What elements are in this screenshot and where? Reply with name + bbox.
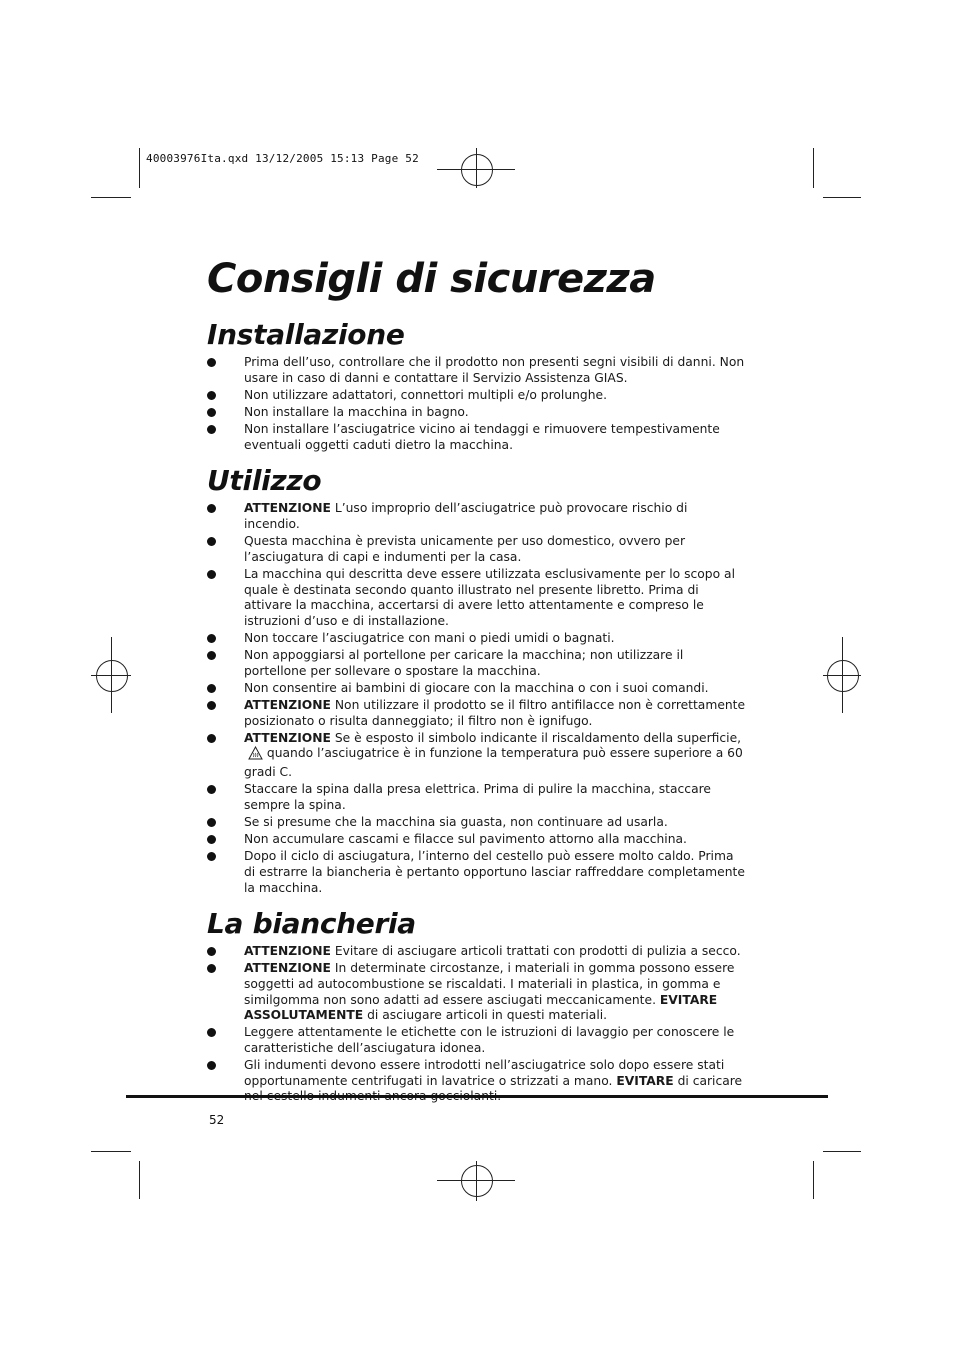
registration-mark xyxy=(96,660,128,692)
section-utilizzo xyxy=(207,464,747,896)
warning-label: ATTENZIONE xyxy=(244,698,331,713)
item-text: di asciugare articoli in questi materiali. xyxy=(363,1008,608,1023)
crop-mark xyxy=(139,1161,140,1199)
warning-label: EVITARE xyxy=(616,1073,674,1088)
footer-rule xyxy=(126,1095,828,1098)
bullet-icon xyxy=(207,570,216,579)
list-item xyxy=(207,648,747,679)
item-text: Non installare la macchina in bagno. xyxy=(244,404,469,419)
list-item xyxy=(207,631,747,647)
list-item xyxy=(207,698,747,729)
item-text: Non appoggiarsi al portellone per caricare la macchina; non utilizzare il portellone per sollevare o spostare la macchina. xyxy=(244,648,684,678)
list-item xyxy=(207,355,747,386)
list-item xyxy=(207,405,747,421)
bullet-icon xyxy=(207,852,216,861)
item-text: Dopo il ciclo di asciugatura, l’interno del cestello può essere molto caldo. Prima di estrarre la biancheria è pertanto opportuno lasciar raffreddare completamente la macchina. xyxy=(244,849,745,895)
item-text: Non installare l’asciugatrice vicino ai tendaggi e rimuovere tempestivamente eventuali oggetti caduti dietro la macchina. xyxy=(244,422,720,452)
safety-list xyxy=(207,944,747,1105)
section-la-biancheria xyxy=(207,907,747,1105)
hot-surface-warning-icon xyxy=(248,746,263,765)
list-item xyxy=(207,849,747,896)
item-text: Leggere attentamente le etichette con le istruzioni di lavaggio per conoscere le caratteristiche dell’asciugatura idonea. xyxy=(244,1025,735,1055)
crop-mark xyxy=(91,1151,131,1152)
item-text: Staccare la spina dalla presa elettrica. Prima di pulire la macchina, staccare sempre la spina. xyxy=(244,782,711,812)
bullet-icon xyxy=(207,358,216,367)
bullet-icon xyxy=(207,684,216,693)
list-item xyxy=(207,815,747,831)
item-text: L’uso improprio dell’asciugatrice può provocare rischio di incendio. xyxy=(244,501,688,531)
registration-mark xyxy=(461,154,493,186)
crop-mark xyxy=(139,148,140,188)
section-heading: Utilizzo xyxy=(207,464,322,498)
list-item xyxy=(207,782,747,813)
bullet-icon xyxy=(207,1061,216,1070)
item-text: Non consentire ai bambini di giocare con la macchina o con i suoi comandi. xyxy=(244,680,709,695)
section-heading: La biancheria xyxy=(207,907,416,941)
crop-mark xyxy=(813,1161,814,1199)
section-installazione xyxy=(207,318,747,453)
item-text: Questa macchina è prevista unicamente per uso domestico, ovvero per l’asciugatura di capi e indumenti per la casa. xyxy=(244,534,686,564)
bullet-icon xyxy=(207,1028,216,1037)
bullet-icon xyxy=(207,504,216,513)
safety-list xyxy=(207,501,747,896)
item-text: Non toccare l’asciugatrice con mani o piedi umidi o bagnati. xyxy=(244,630,615,645)
list-item xyxy=(207,1025,747,1056)
bullet-icon xyxy=(207,835,216,844)
bullet-icon xyxy=(207,425,216,434)
item-text: In determinate circostanze, i materiali in gomma possono essere soggetti ad autocombustione se riscaldati. I materiali in plastica, in gomma e similgomma non sono adatti ad essere asciugati meccanicamente. xyxy=(244,961,735,1007)
item-text: Non utilizzare adattatori, connettori multipli e/o prolunghe. xyxy=(244,387,607,402)
list-item xyxy=(207,534,747,565)
registration-mark xyxy=(461,1165,493,1197)
safety-list xyxy=(207,355,747,453)
crop-mark xyxy=(823,1151,861,1152)
list-item xyxy=(207,944,747,960)
bullet-icon xyxy=(207,391,216,400)
list-item xyxy=(207,681,747,697)
list-item xyxy=(207,388,747,404)
item-text: di caricare xyxy=(677,1073,743,1088)
item-text: Non accumulare cascami e filacce sul pavimento attorno alla macchina. xyxy=(244,832,687,847)
list-item xyxy=(207,422,747,453)
crop-mark xyxy=(823,197,861,198)
warning-label: ATTENZIONE xyxy=(244,501,331,516)
page-number: 52 xyxy=(209,1113,225,1127)
item-text: Gli indumenti devono essere introdotti nell’asciugatrice solo dopo essere stati opportunamente centrifugati in lavatrice o strizzati a mano. xyxy=(244,1058,725,1088)
item-text: Se è esposto il simbolo indicante il riscaldamento della superficie, xyxy=(330,730,742,745)
print-slug: 40003976Ita.qxd 13/12/2005 15:13 Page 52 xyxy=(146,152,419,165)
bullet-icon xyxy=(207,537,216,546)
bullet-icon xyxy=(207,947,216,956)
item-text: Non utilizzare il prodotto se il filtro antifilacce non è correttamente posizionato o risulta danneggiato; il filtro non è ignifugo. xyxy=(244,698,746,728)
warning-label: EVITARE ASSOLUTAMENTE xyxy=(244,992,718,1023)
item-text: Prima dell’uso, controllare che il prodotto non presenti segni visibili di danni. Non usare in caso di danni e contattare il Servizio Assistenza GIAS. xyxy=(244,355,745,385)
item-text: La macchina qui descritta deve essere utilizzata esclusivamente per lo scopo al quale è destinata secondo quanto illustrato nel presente libretto. Prima di attivare la macchina, accertarsi di avere letto attentamente e compreso le istruzioni d’uso e di installazione. xyxy=(244,566,735,628)
list-item xyxy=(207,832,747,848)
section-heading: Installazione xyxy=(207,318,405,351)
list-item xyxy=(207,961,747,1023)
bullet-icon xyxy=(207,701,216,710)
bullet-icon xyxy=(207,785,216,794)
bullet-icon xyxy=(207,818,216,827)
bullet-icon xyxy=(207,408,216,417)
list-item xyxy=(207,501,747,532)
item-text: Se si presume che la macchina sia guasta, non continuare ad usarla. xyxy=(244,814,668,829)
bullet-icon xyxy=(207,964,216,973)
list-item xyxy=(207,731,747,781)
list-item xyxy=(207,567,747,629)
crop-mark xyxy=(813,148,814,188)
warning-label: ATTENZIONE xyxy=(244,944,331,959)
bullet-icon xyxy=(207,634,216,643)
warning-label: ATTENZIONE xyxy=(244,730,331,745)
page-title: Consigli di sicurezza xyxy=(207,256,656,302)
item-text: quando l’asciugatrice è in funzione la temperatura può essere superiore a 60 gradi C. xyxy=(244,746,743,779)
crop-mark xyxy=(91,197,131,198)
registration-mark xyxy=(827,660,859,692)
item-text: Evitare di asciugare articoli trattati con prodotti di pulizia a secco. xyxy=(330,944,741,959)
bullet-icon xyxy=(207,651,216,660)
warning-label: ATTENZIONE xyxy=(244,961,331,976)
bullet-icon xyxy=(207,734,216,743)
safety-content xyxy=(207,318,747,1116)
